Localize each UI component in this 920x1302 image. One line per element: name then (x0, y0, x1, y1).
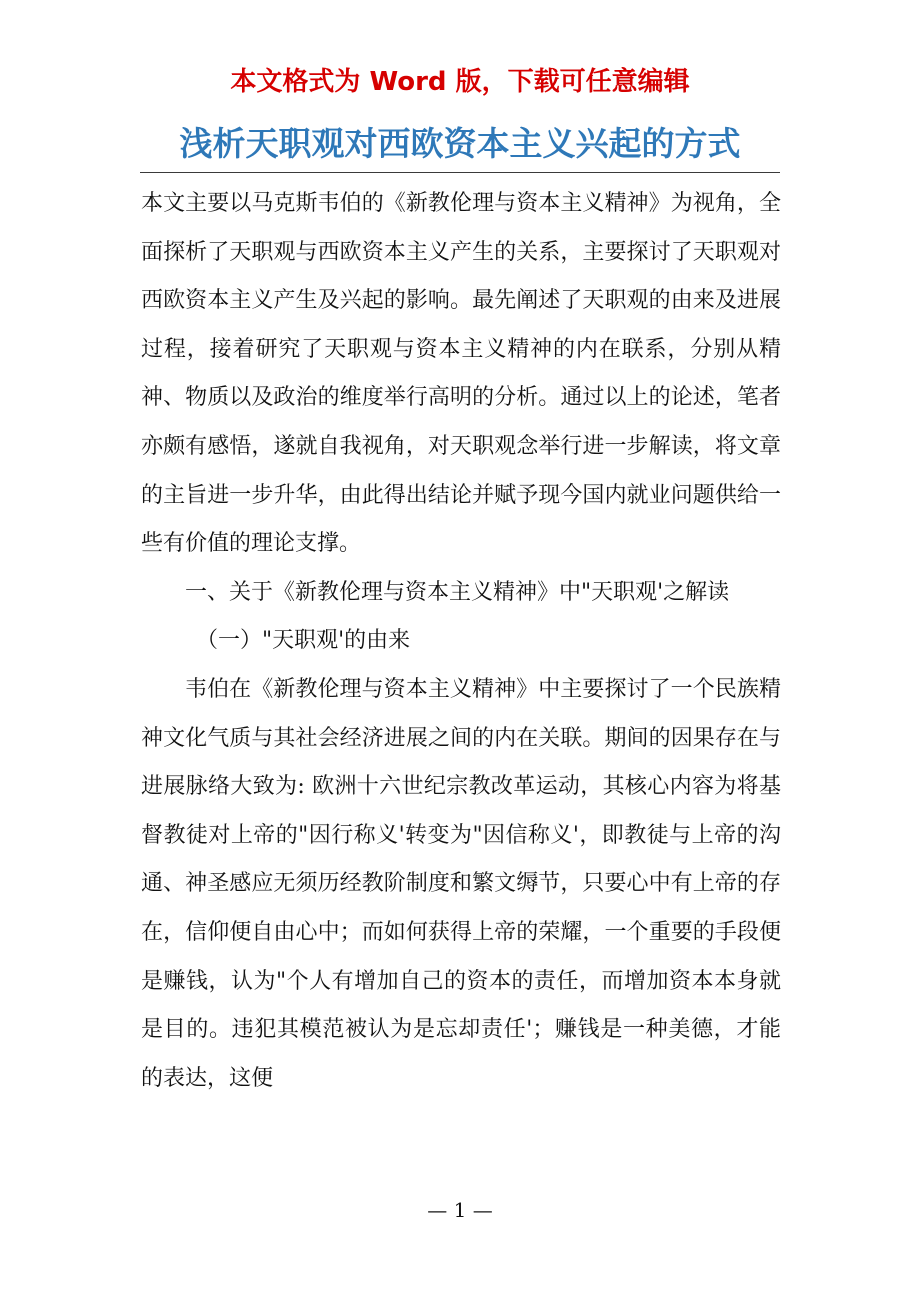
document-body (141, 180, 781, 1103)
title-divider (140, 172, 780, 173)
page-number: — 1 — (427, 1198, 493, 1222)
abstract-paragraph: 本文主要以马克斯韦伯的《新教伦理与资本主义精神》为视角，全面探析了天职观与西欧资本主义产生的关系，主要探讨了天职观对西欧资本主义产生及兴起的影响。最先阐述了天职观的由来及进展过程，接着研究了天职观与资本主义精神的内在联系，分别从精神、物质以及政治的维度举行高明的分析。通过以上的论述，笔者亦颇有感悟，遂就自我视角，对天职观念举行进一步解读，将文章的主旨进一步升华，由此得出结论并赋予现今国内就业问题供给一些有价值的理论支撑。 (141, 191, 781, 557)
body-paragraph: 韦伯在《新教伦理与资本主义精神》中主要探讨了一个民族精神文化气质与其社会经济进展之间的内在关联。期间的因果存在与进展脉络大致为: 欧洲十六世纪宗教改革运动，其核心内容为将基督教徒对上帝的"因行称义'转变为"因信称义'，即教徒与上帝的沟通、神圣感应无须历经教阶制度和繁文缛节，只要心中有上帝的存在，信仰便自由心中；而如何获得上帝的荣耀，一个重要的手段便是赚钱，认为"个人有增加自己的资本的责任，而增加资本本身就是目的。违犯其模范被认为是忘却责任'；赚钱是一种美德，才能的表达，这便 (141, 676, 781, 1091)
download-notice: 本文格式为 Word 版，下载可任意编辑 (230, 67, 690, 97)
document-title: 浅析天职观对西欧资本主义兴起的方式 (179, 124, 741, 163)
section-heading: 一、关于《新教伦理与资本主义精神》中"天职观'之解读 (185, 579, 730, 605)
subsection-heading: （一）"天职观'的由来 (196, 628, 411, 654)
